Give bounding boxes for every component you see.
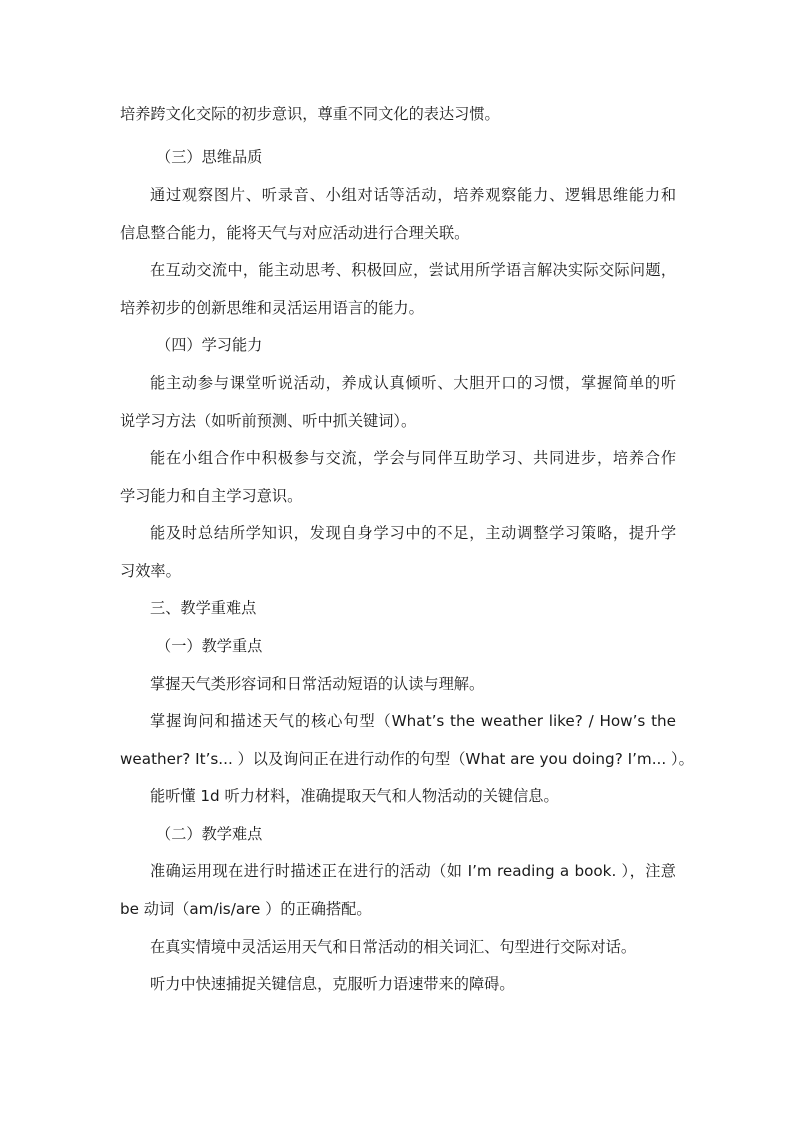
paragraph-line: 能主动参与课堂听说活动，养成认真倾听、大胆开口的习惯，掌握简单的听 [150, 374, 676, 392]
paragraph-line: 培养跨文化交际的初步意识，尊重不同文化的表达习惯。 [120, 105, 500, 123]
section-heading: （四）学习能力 [156, 336, 263, 354]
paragraph-line: 能听懂 1d 听力材料，准确提取天气和人物活动的关键信息。 [150, 787, 559, 805]
paragraph-line: weather? It’s... ）以及询问正在进行动作的句型（What are you doing? I’m... ）。 [120, 750, 694, 768]
paragraph-line: 学习能力和自主学习意识。 [120, 487, 303, 505]
paragraph-line: 说学习方法（如听前预测、听中抓关键词）。 [120, 412, 417, 430]
section-heading: （二）教学难点 [156, 825, 263, 843]
paragraph-line: 培养初步的创新思维和灵活运用语言的能力。 [120, 299, 424, 317]
paragraph-line: 通过观察图片、听录音、小组对话等活动，培养观察能力、逻辑思维能力和 [150, 186, 676, 204]
paragraph-line: 能及时总结所学知识，发现自身学习中的不足，主动调整学习策略，提升学 [150, 524, 676, 542]
paragraph-line: 习效率。 [120, 562, 181, 580]
paragraph-line: 听力中快速捕捉关键信息，克服听力语速带来的障碍。 [150, 975, 515, 993]
paragraph-line: be 动词（am/is/are ）的正确搭配。 [120, 900, 372, 918]
paragraph-line: 准确运用现在进行时描述正在进行的活动（如 I’m reading a book. ），注意 [150, 862, 676, 880]
section-heading: （三）思维品质 [156, 148, 263, 166]
section-heading: （一）教学重点 [156, 637, 263, 655]
section-heading: 三、教学重难点 [150, 599, 257, 617]
paragraph-line: 能在小组合作中积极参与交流，学会与同伴互助学习、共同进步，培养合作 [150, 449, 676, 467]
paragraph-line: 信息整合能力，能将天气与对应活动进行合理关联。 [120, 224, 470, 242]
paragraph-line: 掌握询问和描述天气的核心句型（What’s the weather like? / How’s the [150, 712, 676, 730]
paragraph-line: 掌握天气类形容词和日常活动短语的认读与理解。 [150, 675, 485, 693]
paragraph-line: 在真实情境中灵活运用天气和日常活动的相关词汇、句型进行交际对话。 [150, 938, 636, 956]
paragraph-line: 在互动交流中，能主动思考、积极回应，尝试用所学语言解决实际交际问题， [150, 261, 676, 279]
